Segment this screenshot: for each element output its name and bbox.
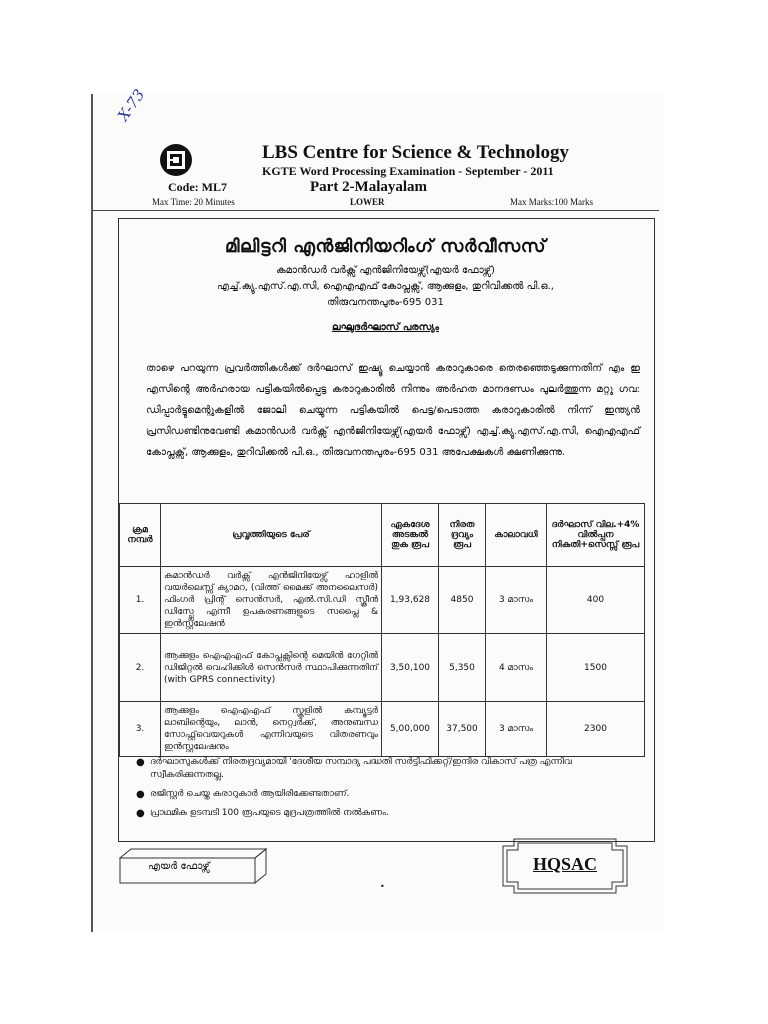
header-period: കാലാവധി — [486, 504, 547, 567]
cell-amount: 3,50,100 — [382, 634, 439, 702]
max-time: Max Time: 20 Minutes — [152, 197, 235, 207]
header-subtitle: KGTE Word Processing Examination - September - 2011 — [262, 164, 554, 178]
cell-serial: 3. — [120, 702, 161, 757]
max-marks: Max Marks:100 Marks — [510, 197, 593, 207]
list-item — [134, 807, 634, 820]
cell-period: 4 മാസം — [486, 634, 547, 702]
tender-table — [119, 503, 645, 757]
table-header-row — [120, 504, 645, 567]
address-line-3: തിരുവനന്തപുരം-695 031 — [327, 297, 444, 308]
cell-serial: 2. — [120, 634, 161, 702]
air-force-label: എയർ ഫോഴ്സ് — [148, 861, 210, 872]
cell-serial: 1. — [120, 567, 161, 634]
cell-emd: 4850 — [439, 567, 486, 634]
bullet-icon: ● — [136, 789, 145, 800]
address-line-2: എച്ച്.ക്യു.എസ്.എ.സി, ഐഎഎഫ് കോപ്ലക്സ്, ആക്കുളം, തുറിവിക്കൽ പി.ഒ., — [217, 281, 554, 292]
cell-fee: 2300 — [547, 702, 645, 757]
list-item — [134, 756, 634, 782]
cell-work: ആക്കുളം ഐഎഎഫ് സ്കൂളിൽ കമ്പ്യൂട്ടർ ലാബിന്റെയും, ലാൻ, നെറ്റ്വർക്ക്, അനുബന്ധ സോഫ്റ്റ്‌വെയറുകൾ എന്നിവയുടെ വിതരണവും ഇൻസ്റ്റലേഷനും — [161, 702, 382, 757]
list-item — [134, 788, 634, 801]
exam-level: LOWER — [350, 197, 385, 207]
cell-fee: 400 — [547, 567, 645, 634]
cell-amount: 5,00,000 — [382, 702, 439, 757]
cell-work: കമാൻഡർ വർക്സ് എൻജിനിയേഴ്സ് ഹാളിൽ വയർലെസ്സ് ക്യാമറ, (വിത്ത് മൈക്ക് അനലൈസർ) ഫിംഗർ പ്രിന്റ് സെൻസർ, എൽ.സി.ഡി സ്ക്രീൻ ഡിസ്പ്ലേ എന്നീ ഉപകരണങ്ങളുടെ സപ്ലൈ & ഇൻസ്റ്റലേഷൻ — [161, 567, 382, 634]
cell-fee: 1500 — [547, 634, 645, 702]
notes-list — [134, 756, 634, 826]
hqsac-label: HQSAC — [532, 854, 597, 874]
intro-paragraph: താഴെ പറയുന്ന പ്രവർത്തികൾക്ക് ദർഘാസ് ഇഷ്യൂ ചെയ്യാൻ കരാറുകാരെ തെരഞ്ഞെടുക്കുന്നതിന് എം ഇ എസിന്റെ അർഹരായ പട്ടികയിൽപ്പെട്ട കരാറുകാരിൽ നിന്നും അർഹത മാനദണ്ഡം പുലർത്തുന്ന മറ്റു ഗവ: ഡിപ്പാർട്ടുമെന്റുകളിൽ ജോലി ചെയ്യുന്ന പട്ടികയിൽ പെട്ട/പെടാത്ത കരാറുകാരിൽ നിന്ന് ഇന്ത്യൻ പ്രസിഡണ്ടിനുവേണ്ടി കമാൻഡർ വർക്സ് എൻജിനിയേഴ്സ്(എയർ ഫോഴ്സ്) എച്ച്.ക്യു.എസ്.എ.സി, ഐഎഎഫ് കോപ്ലക്സ്, ആക്കുളം, തുറിവിക്കൽ പി.ഒ., തിരുവനന്തപുരം-695 031 അപേക്ഷകൾ ക്ഷണിക്കുന്നു. — [146, 363, 640, 458]
cell-amount: 1,93,628 — [382, 567, 439, 634]
header-amount: ഏകദേശ അടങ്കൽ തുക രൂപ — [382, 504, 439, 567]
table-row — [120, 634, 645, 702]
handwritten-note: X-73 — [114, 85, 149, 125]
header-emd: നിരത ദ്രവ്യം രൂപ — [439, 504, 486, 567]
note-text: പ്രാഥമിക ഉടമ്പടി 100 രൂപയുടെ മുദ്രപത്രത്തിൽ നൽകണം. — [150, 808, 389, 818]
exam-code: Code: ML7 — [168, 180, 227, 194]
header-divider — [93, 210, 659, 211]
header-fee: ദർഘാസ് വില.+4% വിൽപ്പന നികുതി+സെസ്സ് രൂപ — [547, 504, 645, 567]
cell-period: 3 മാസം — [486, 567, 547, 634]
header-work-name: പ്രവൃത്തിയുടെ പേര് — [161, 504, 382, 567]
address-line-1: കമാൻഡർ വർക്സ് എൻജിനിയേഴ്സ്(എയർ ഫോഴ്സ്) — [276, 265, 495, 276]
document-title: മിലിട്ടറി എൻജിനിയറിംഗ് സർവീസസ് — [225, 236, 546, 257]
cell-period: 3 മാസം — [486, 702, 547, 757]
note-text: രജിസ്റ്റർ ചെയ്ത കരാറുകാർ ആയിരിക്കേണ്ടതാണ്. — [150, 789, 350, 799]
cell-emd: 37,500 — [439, 702, 486, 757]
lbs-logo-icon — [158, 142, 194, 178]
notice-heading: ലഘുദർഘാസ് പരസ്യം — [332, 322, 439, 333]
page-dot: • — [380, 882, 385, 891]
table-row — [120, 567, 645, 634]
header-serial: ക്രമ നമ്പർ — [120, 504, 161, 567]
bullet-icon: ● — [136, 808, 145, 819]
header-title: LBS Centre for Science & Technology — [262, 142, 569, 163]
cell-work: ആക്കുളം ഐഎഎഫ് കോപ്ലക്സിന്റെ മെയിൻ ഗേറ്റിൽ ഡിജിറ്റൽ വെഹിക്കിൾ സെൻസർ സ്ഥാപിക്കുന്നതിന് (with GPRS connectivity) — [161, 634, 382, 702]
cell-emd: 5,350 — [439, 634, 486, 702]
table-row — [120, 702, 645, 757]
exam-part: Part 2-Malayalam — [310, 179, 428, 195]
note-text: ദർഘാസുകൾക്ക് നിരതദ്രവ്യമായി 'ദേശീയ സമ്പാദ്യ പദ്ധതി സർട്ടിഫിക്കറ്റ്/ഇന്ദിര വികാസ് പത്ര എന്നിവ സ്വീകരിക്കുന്നതല്ല. — [150, 757, 572, 780]
bullet-icon: ● — [136, 757, 145, 768]
